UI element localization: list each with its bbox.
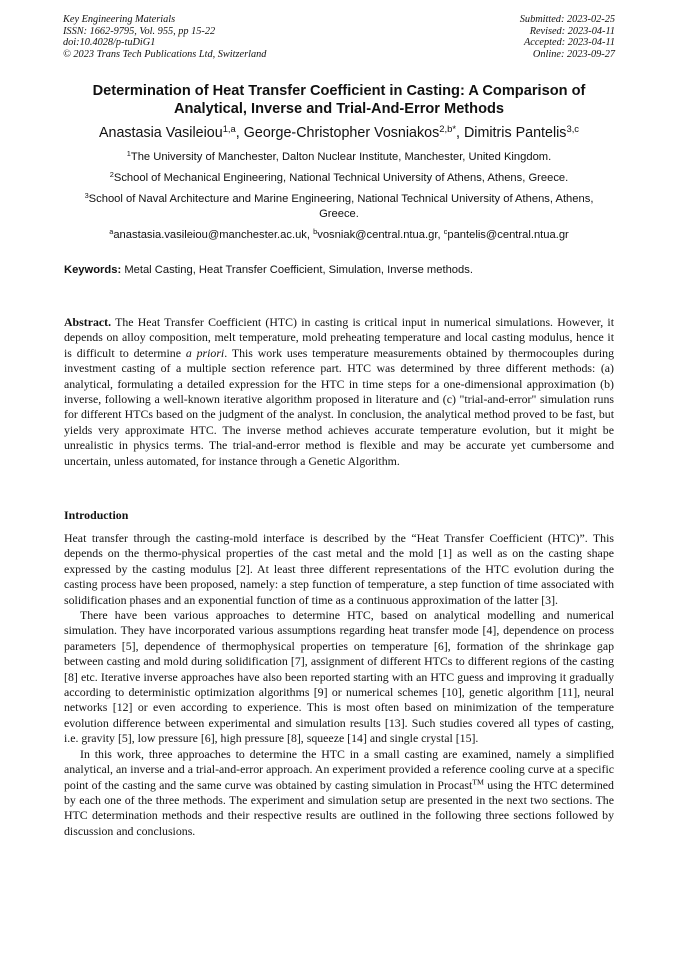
- author-name: George-Christopher Vosniakos: [243, 125, 440, 141]
- introduction-body: [64, 531, 614, 839]
- publication-dates: [520, 14, 615, 60]
- paper-title: Determination of Heat Transfer Coefficient in Casting: A Comparison of Analytical, Inverse and Trial-And-Error Methods: [92, 83, 586, 117]
- email-sup: c: [443, 226, 448, 236]
- author-sup: 2,b*: [439, 122, 457, 134]
- affiliation-sup: 3: [84, 190, 89, 200]
- affiliation-text: School of Naval Architecture and Marine Engineering, National Technical University of Athens, Athens, Greece.: [88, 193, 594, 220]
- trademark-sup: TM: [472, 777, 484, 787]
- affiliation-3: [70, 192, 608, 221]
- author-name: Anastasia Vasileiou: [98, 125, 223, 141]
- author-name: Dimitris Pantelis: [463, 125, 567, 141]
- email-sup: b: [313, 226, 318, 236]
- abstract-label: Abstract.: [64, 315, 112, 329]
- keywords-text: Metal Casting, Heat Transfer Coefficient, Simulation, Inverse methods.: [124, 264, 473, 276]
- email-line: $^a$anastasia.vasileiou@manchester.ac.uk, $^b$vosniak@central.ntua.gr, $^c$pantelis@central.ntua.gr: [109, 226, 569, 241]
- author-sup: 1,a: [222, 122, 236, 134]
- submitted-date: Submitted: 2023-02-25: [519, 14, 615, 25]
- abstract-italic: a priori: [185, 345, 225, 360]
- abstract: [64, 315, 614, 469]
- affiliation-text: School of Mechanical Engineering, National Technical University of Athens, Athens, Greece.: [113, 172, 569, 184]
- introduction-heading: Introduction: [64, 508, 129, 522]
- abstract-text: The Heat Transfer Coefficient (HTC) in casting is critical input in numerical simulations. However, it depends on alloy composition, melt temperature, mold preheating temperature and local casting modulus, hence it is difficult to determine: [64, 315, 615, 360]
- journal-info: [63, 14, 266, 60]
- intro-paragraph-2: There have been various approaches to determine HTC, based on analytical modelling and numerical simulation. They have incorporated various assumptions regarding heat transfer mode [4], dependence on process parameters [5], dependence of thermophysical properties on temperature [6], formation of the shrinkage gap between casting and mold during solidification [7], assignment of different HTCs to different regions of the casting [8] etc. Iterative inverse approaches have also been reported starting with an HTC guess and improving it gradually according to deterministic optimization algorithms [9] or numerical schemes [10], genetic algorithm [11], neural networks [12] or even according to experience. This is most often based on minimization of the temperature evolution difference between experimental and simulation results [13]. Such studies covered all types of casting, i.e. gravity [5], low pressure [6], high pressure [8], squeeze [14] and single crystal [15].: [64, 608, 614, 746]
- abstract-text-cont: . This work uses temperature measurements obtained by thermocouples during investment casting of a multiple section reference part. HTC was determined by three different methods: (a) analytical, formulating a detailed expression for the HTC in time steps for a one-dimensional approximation (b) inverse, following a well-known iterative algorithm proposed in literature and (c) "trial-and-error" simulation runs for different HTCs based on the judgment of the analyst. In conclusion, the analytical method proved to be fast, but yields very approximate HTC. The inverse method achieves accurate temperature evolution, but it might be unrealistic in physics terms. The trial-and-error method is flexible and may be accurate yet cumbersome and uncertain, unless automated, for instance through a Genetic Algorithm.: [64, 345, 614, 468]
- accepted-date: Accepted: 2023-04-11: [523, 37, 615, 49]
- issn-line: ISSN: 1662-9795, Vol. 955, pp 15-22: [63, 25, 216, 37]
- author-sup: 3,c: [566, 122, 580, 134]
- email-sup: a: [109, 226, 114, 236]
- intro-paragraph-1: Heat transfer through the casting-mold interface is described by the “Heat Transfer Coefficient (HTC)”. This depends on the thermo-physical properties of the cast metal and the mold [1] as well as on the casting shape expressed by the casting modulus [2]. At least three different representations of the HTC evolution during the casting process have been proposed, namely: a step function of temperature, a step function of time associated with solidification phases and an exponential function of time as a continuous approximation of the latter [3].: [64, 531, 614, 607]
- journal-name: Key Engineering Materials: [63, 14, 176, 25]
- keywords-label: Keywords:: [64, 264, 122, 276]
- affiliation-text: The University of Manchester, Dalton Nuclear Institute, Manchester, United Kingdom.: [130, 151, 552, 163]
- doi-line: doi:10.4028/p-tuDiG1: [63, 37, 156, 49]
- revised-date: Revised: 2023-04-11: [529, 25, 615, 37]
- copyright-line: © 2023 Trans Tech Publications Ltd, Switzerland: [63, 48, 267, 60]
- keywords: [64, 263, 624, 277]
- email-address[interactable]: vosniak@central.ntua.gr: [317, 229, 438, 241]
- email-address[interactable]: anastasia.vasileiou@manchester.ac.uk: [113, 229, 307, 241]
- email-address[interactable]: pantelis@central.ntua.gr: [447, 229, 569, 241]
- affiliation-sup: 1: [126, 148, 131, 158]
- intro-p3-text: In this work, three approaches to determine the HTC in a small casting are examined, namely a simplified analytical, an inverse and a trial-and-error approach. An experiment provided a reference cooling curve at a specific point of the casting and the same curve was obtained by casting simulation in Procast: [64, 746, 614, 792]
- affiliation-1: [60, 150, 618, 165]
- intro-paragraph-3: [64, 747, 614, 839]
- online-date: Online: 2023-09-27: [532, 48, 615, 60]
- intro-p3-text-cont: using the HTC determined by each one of the three methods. The experiment and simulation setup are presented in the next two sections. The HTC determination methods and their respective results are outlined in the following three sections followed by discussion and conclusions.: [64, 777, 614, 838]
- affiliation-sup: 2: [109, 169, 114, 179]
- affiliation-2: [60, 171, 618, 186]
- author-list: Anastasia Vasileiou$^{1,a}$, George-Christopher Vosniakos$^{2,b*}$, Dimitris Pantelis$^{3,c}$: [98, 122, 580, 141]
